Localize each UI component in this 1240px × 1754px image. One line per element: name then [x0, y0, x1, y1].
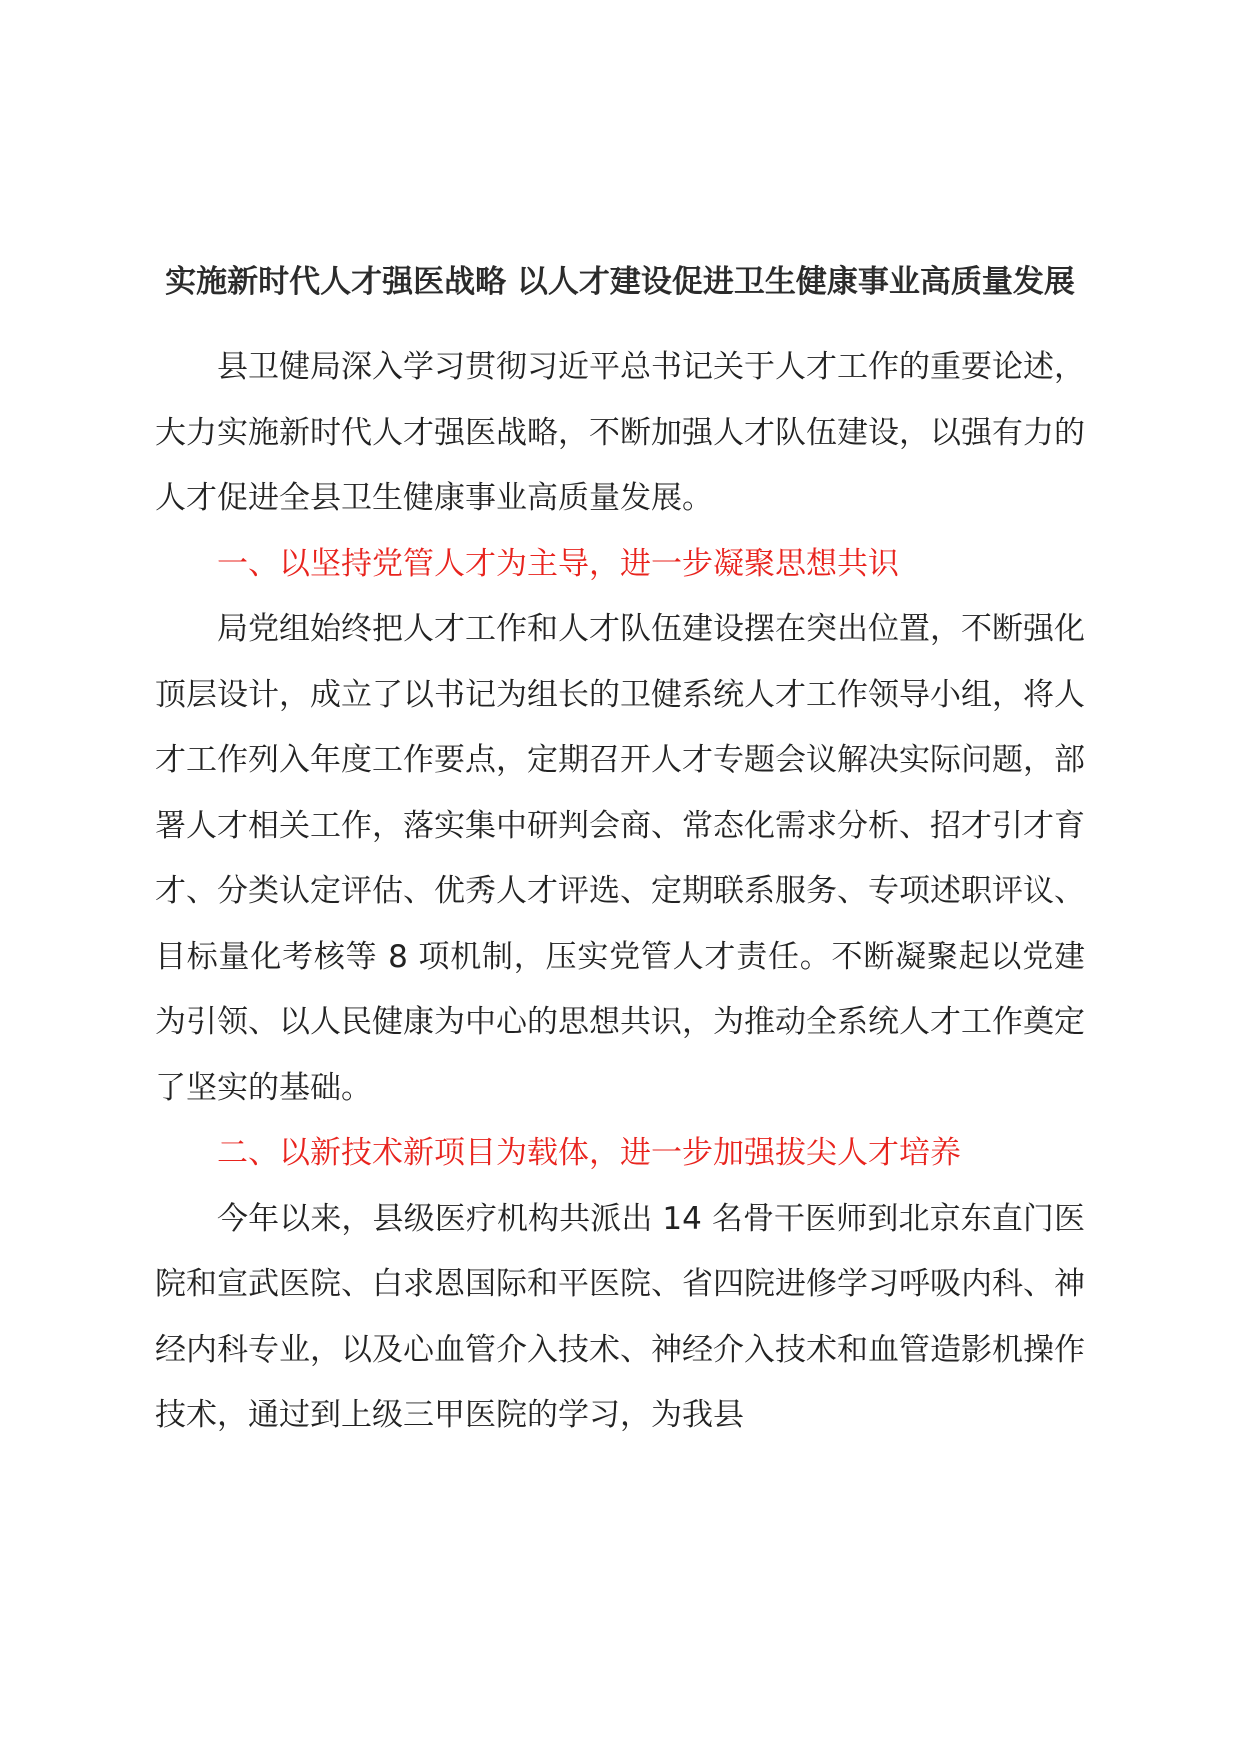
document-title: 实施新时代人才强医战略 以人才建设促进卫生健康事业高质量发展	[165, 264, 1075, 300]
section-1-paragraph: 局党组始终把人才工作和人才队伍建设摆在突出位置，不断强化顶层设计，成立了以书记为组长的卫健系统人才工作领导小组，将人才工作列入年度工作要点，定期召开人才专题会议解决实际问题，部署人才相关工作，落实集中研判会商、常态化需求分析、招才引才育才、分类认定评估、优秀人才评选、定期联系服务、专项述职评议、目标量化考核等 8 项机制，压实党管人才责任。不断凝聚起以党建为引领、以人民健康为中心的思想共识，为推动全系统人才工作奠定了坚实的基础。	[155, 611, 1085, 1106]
intro-paragraph: 县卫健局深入学习贯彻习近平总书记关于人才工作的重要论述，大力实施新时代人才强医战略，不断加强人才队伍建设，以强有力的人才促进全县卫生健康事业高质量发展。	[155, 349, 1085, 516]
section-heading-2: 二、以新技术新项目为载体，进一步加强拔尖人才培养	[217, 1135, 961, 1171]
section-2-paragraph: 今年以来，县级医疗机构共派出 14 名骨干医师到北京东直门医院和宣武医院、白求恩国际和平医院、省四院进修学习呼吸内科、神经内科专业，以及心血管介入技术、神经介入技术和血管造影机操作技术，通过到上级三甲医院的学习，为我县	[155, 1200, 1085, 1433]
document-page	[155, 250, 1085, 1449]
section-heading-1: 一、以坚持党管人才为主导，进一步凝聚思想共识	[217, 545, 899, 582]
document-body	[155, 335, 1085, 1449]
